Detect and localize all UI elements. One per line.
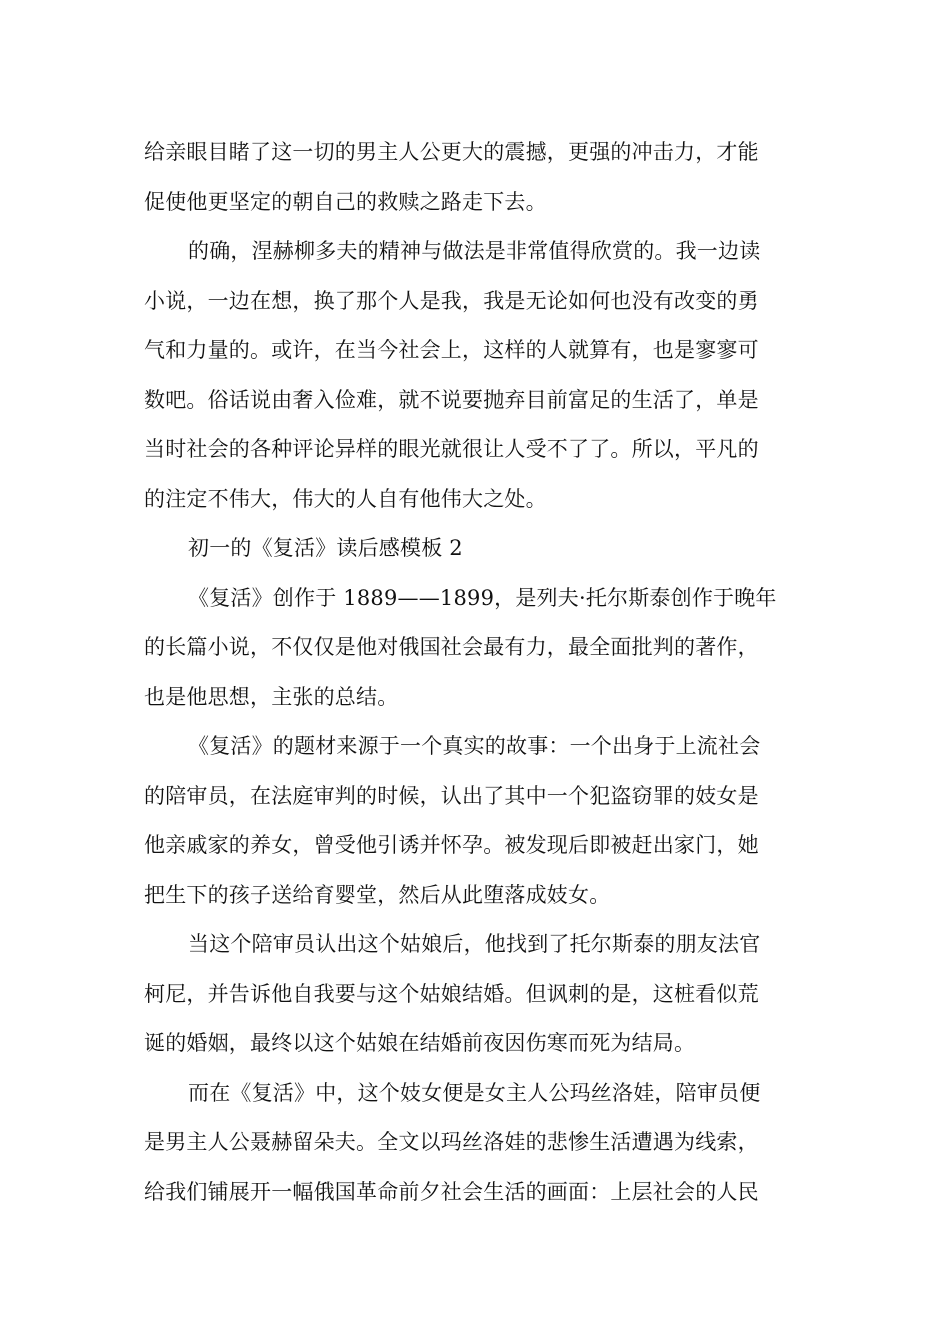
- body-text: [144, 128, 808, 1217]
- text-line: 的注定不伟大，伟大的人自有他伟大之处。: [144, 486, 547, 511]
- text-line: 诞的婚姻，最终以这个姑娘在结婚前夜因伤寒而死为结局。: [144, 1031, 696, 1055]
- text-line: 当时社会的各种评论异样的眼光就很让人受不了了。所以，平凡的: [144, 437, 759, 461]
- text-line: 促使他更坚定的朝自己的救赎之路走下去。: [144, 189, 547, 214]
- text-line: 也是他思想，主张的总结。: [144, 684, 399, 709]
- text-line: 柯尼，并告诉他自我要与这个姑娘结婚。但讽刺的是，这桩看似荒: [144, 981, 759, 1006]
- text-line: 给亲眼目睹了这一切的男主人公更大的震撼，更强的冲击力，才能: [144, 140, 759, 164]
- text-line: 小说，一边在想，换了那个人是我，我是无论如何也没有改变的勇: [144, 288, 759, 313]
- text-line: 把生下的孩子送给育婴堂，然后从此堕落成妓女。: [144, 882, 611, 907]
- text-line: 的长篇小说，不仅仅是他对俄国社会最有力，最全面批判的著作，: [144, 635, 759, 659]
- paragraph-start-line: 《复活》的题材来源于一个真实的故事：一个出身于上流社会: [188, 734, 761, 758]
- section-heading: 初一的《复活》读后感模板 2: [188, 536, 463, 560]
- text-line: 气和力量的。或许，在当今社会上，这样的人就算有，也是寥寥可: [144, 338, 759, 362]
- text-line: 的陪审员，在法庭审判的时候，认出了其中一个犯盗窃罪的妓女是: [144, 783, 759, 808]
- text-line: 给我们铺展开一幅俄国革命前夕社会生活的画面：上层社会的人民: [144, 1179, 759, 1204]
- text-line: 是男主人公聂赫留朵夫。全文以玛丝洛娃的悲惨生活遭遇为线索，: [144, 1130, 759, 1154]
- paragraph-start-line: 而在《复活》中，这个妓女便是女主人公玛丝洛娃，陪审员便: [188, 1080, 761, 1105]
- text-line: 他亲戚家的养女，曾受他引诱并怀孕。被发现后即被赶出家门，她: [144, 833, 759, 857]
- paragraph-start-line: 当这个陪审员认出这个姑娘后，他找到了托尔斯泰的朋友法官: [188, 932, 761, 956]
- paragraph-start-line: 的确，涅赫柳多夫的精神与做法是非常值得欣赏的。我一边读: [188, 239, 761, 263]
- paragraph-start-line: 《复活》创作于 1889——1899，是列夫·托尔斯泰创作于晚年: [188, 585, 777, 610]
- text-line: 数吧。俗话说由奢入俭难，就不说要抛弃目前富足的生活了，单是: [144, 387, 759, 412]
